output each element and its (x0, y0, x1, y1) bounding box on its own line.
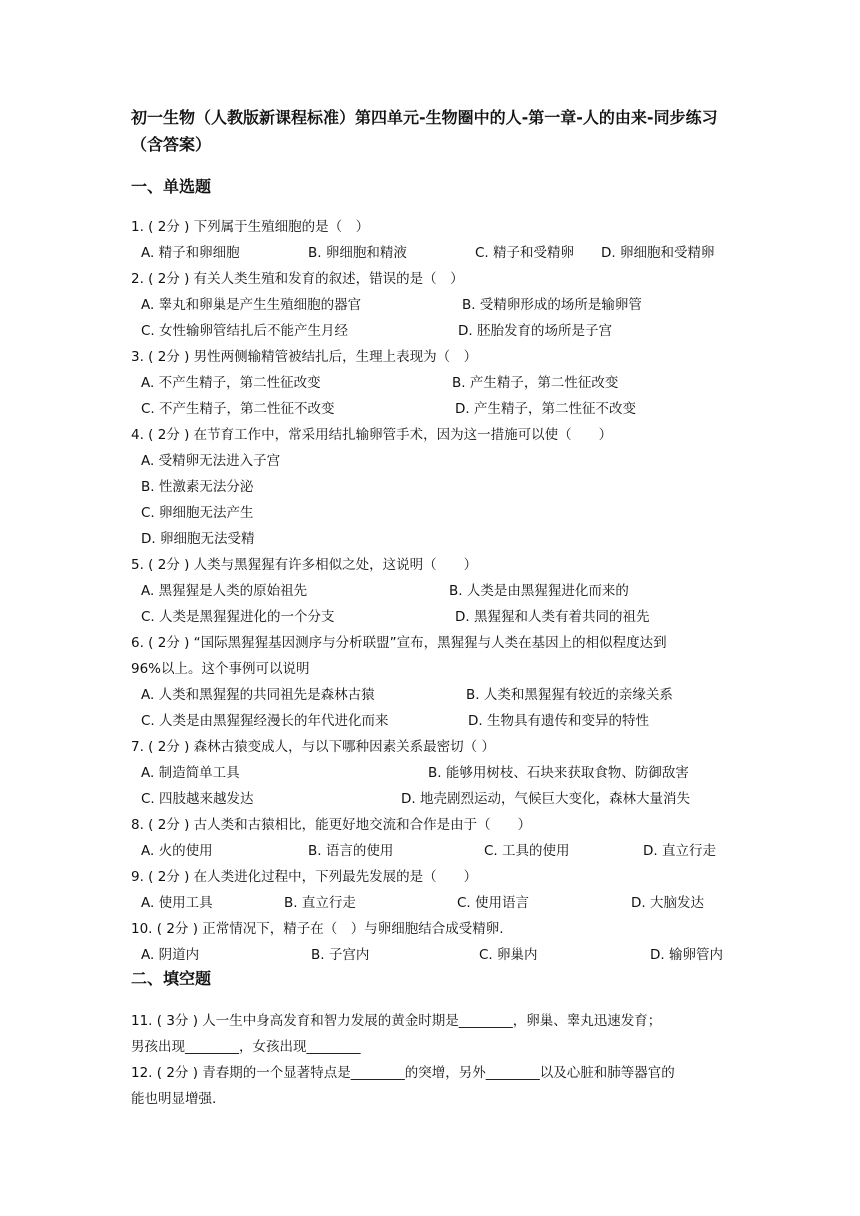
option-b: B. 子宫内 (311, 947, 370, 963)
option-c: C. 女性输卵管结扎后不能产生月经 (141, 323, 349, 339)
question-stem-continued: 96%以上。这个事例可以说明 (131, 661, 310, 677)
option-b: B. 直立行走 (284, 895, 356, 911)
option-c: C. 工具的使用 (484, 843, 570, 859)
option-a: A. 制造简单工具 (141, 765, 240, 781)
section-heading-single-choice: 一、单选题 (131, 177, 212, 196)
option-c: C. 人类是黑猩猩进化的一个分支 (141, 609, 335, 625)
option-c: C. 卵巢内 (479, 947, 538, 963)
option-d: D. 卵细胞无法受精 (141, 531, 255, 547)
option-b: B. 人类和黑猩猩有较近的亲缘关系 (466, 687, 673, 703)
option-d: D. 胚胎发育的场所是子宫 (458, 323, 612, 339)
option-a: A. 黑猩猩是人类的原始祖先 (141, 583, 308, 599)
option-d: D. 产生精子，第二性征不改变 (455, 401, 636, 417)
question-stem: 10. ( 2分 ) 正常情况下，精子在（ ）与卵细胞结合成受精卵. (131, 921, 504, 937)
question-stem: 5. ( 2分 ) 人类与黑猩猩有许多相似之处，这说明（ ） (131, 557, 478, 573)
option-b: B. 受精卵形成的场所是输卵管 (462, 297, 642, 313)
option-b: B. 性激素无法分泌 (141, 479, 254, 495)
fill-question-line: 男孩出现________，女孩出现________ (131, 1039, 361, 1055)
option-a: A. 睾丸和卵巢是产生生殖细胞的器官 (141, 297, 362, 313)
option-b: B. 语言的使用 (308, 843, 394, 859)
option-a: A. 使用工具 (141, 895, 213, 911)
option-a: A. 不产生精子，第二性征改变 (141, 375, 321, 391)
option-a: A. 阴道内 (141, 947, 200, 963)
option-b: B. 能够用树枝、石块来获取食物、防御敌害 (428, 765, 689, 781)
question-stem: 2. ( 2分 ) 有关人类生殖和发育的叙述，错误的是（ ） (131, 271, 464, 287)
option-a: A. 精子和卵细胞 (141, 245, 240, 261)
option-b: B. 人类是由黑猩猩进化而来的 (449, 583, 629, 599)
section-heading-fill-in: 二、填空题 (131, 969, 212, 988)
option-a: A. 人类和黑猩猩的共同祖先是森林古猿 (141, 687, 375, 703)
option-d: D. 黑猩猩和人类有着共同的祖先 (455, 609, 650, 625)
option-c: C. 使用语言 (457, 895, 530, 911)
option-d: D. 输卵管内 (650, 947, 723, 963)
option-a: A. 火的使用 (141, 843, 213, 859)
option-c: C. 四肢越来越发达 (141, 791, 254, 807)
option-b: B. 产生精子，第二性征改变 (452, 375, 619, 391)
option-b: B. 卵细胞和精液 (308, 245, 407, 261)
question-stem: 4. ( 2分 ) 在节育工作中，常采用结扎输卵管手术，因为这一措施可以使（ ） (131, 427, 613, 443)
question-stem: 3. ( 2分 ) 男性两侧输精管被结扎后，生理上表现为（ ） (131, 349, 478, 365)
option-a: A. 受精卵无法进入子宫 (141, 453, 281, 469)
document-title: 初一生物（人教版新课程标准）第四单元-生物圈中的人-第一章-人的由来-同步练习（含答案） (131, 108, 718, 154)
option-d: D. 卵细胞和受精卵 (601, 245, 715, 261)
option-d: D. 生物具有遗传和变异的特性 (468, 713, 649, 729)
question-stem: 8. ( 2分 ) 古人类和古猿相比，能更好地交流和合作是由于（ ） (131, 817, 532, 833)
option-c: C. 人类是由黑猩猩经漫长的年代进化而来 (141, 713, 389, 729)
option-d: D. 直立行走 (643, 843, 716, 859)
question-stem: 6. ( 2分 ) “国际黑猩猩基因测序与分析联盟”宣布，黑猩猩与人类在基因上的相似程度达到 (131, 635, 667, 651)
fill-question-line: 能也明显增强. (131, 1091, 217, 1107)
question-stem: 1. ( 2分 ) 下列属于生殖细胞的是（ ） (131, 219, 370, 235)
option-c: C. 精子和受精卵 (475, 245, 575, 261)
option-c: C. 卵细胞无法产生 (141, 505, 254, 521)
fill-question-line: 11. ( 3分 ) 人一生中身高发育和智力发展的黄金时期是________，卵巢、睾丸迅速发育； (131, 1013, 662, 1029)
option-c: C. 不产生精子，第二性征不改变 (141, 401, 335, 417)
question-stem: 7. ( 2分 ) 森林古猿变成人，与以下哪种因素关系最密切（ ） (131, 739, 495, 755)
fill-question-line: 12. ( 2分 ) 青春期的一个显著特点是________的突增，另外________以及心脏和肺等器官的 (131, 1065, 675, 1081)
option-d: D. 大脑发达 (631, 895, 704, 911)
question-stem: 9. ( 2分 ) 在人类进化过程中，下列最先发展的是（ ） (131, 869, 478, 885)
option-d: D. 地壳剧烈运动，气候巨大变化，森林大量消失 (401, 791, 690, 807)
